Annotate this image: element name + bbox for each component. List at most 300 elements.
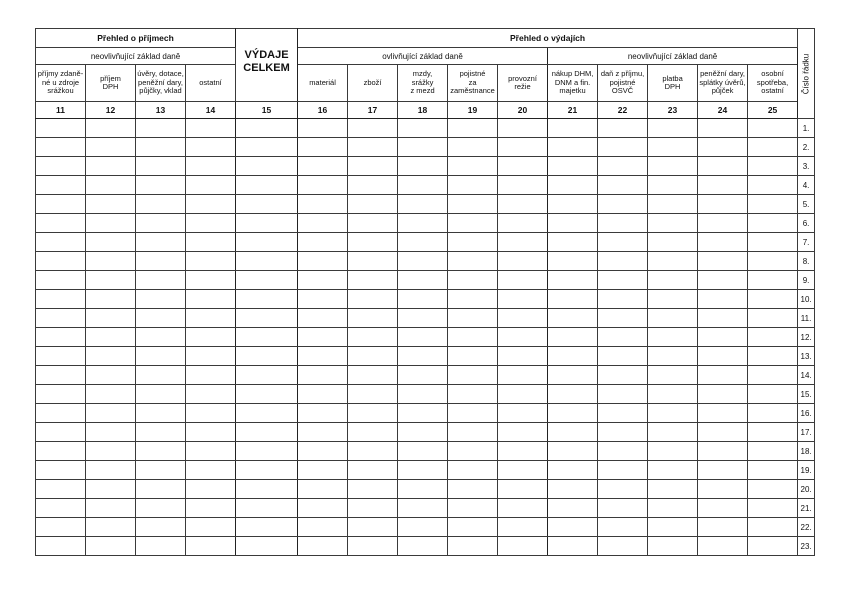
table-cell[interactable] <box>548 138 598 157</box>
table-cell[interactable] <box>86 157 136 176</box>
table-cell[interactable] <box>298 309 348 328</box>
table-cell[interactable] <box>236 499 298 518</box>
table-cell[interactable] <box>398 385 448 404</box>
table-cell[interactable] <box>548 461 598 480</box>
table-cell[interactable] <box>498 290 548 309</box>
table-cell[interactable] <box>86 290 136 309</box>
table-cell[interactable] <box>136 290 186 309</box>
table-cell[interactable] <box>136 252 186 271</box>
table-cell[interactable] <box>348 195 398 214</box>
table-cell[interactable] <box>698 366 748 385</box>
table-cell[interactable] <box>298 518 348 537</box>
table-cell[interactable] <box>236 195 298 214</box>
table-cell[interactable] <box>448 290 498 309</box>
table-cell[interactable] <box>298 423 348 442</box>
table-cell[interactable] <box>598 328 648 347</box>
table-cell[interactable] <box>548 271 598 290</box>
table-cell[interactable] <box>748 404 798 423</box>
table-cell[interactable] <box>748 461 798 480</box>
table-cell[interactable] <box>548 404 598 423</box>
table-cell[interactable] <box>136 176 186 195</box>
table-cell[interactable] <box>186 252 236 271</box>
table-cell[interactable] <box>498 537 548 556</box>
table-cell[interactable] <box>186 461 236 480</box>
table-cell[interactable] <box>598 461 648 480</box>
table-cell[interactable] <box>498 119 548 138</box>
table-cell[interactable] <box>348 366 398 385</box>
table-cell[interactable] <box>448 138 498 157</box>
table-cell[interactable] <box>498 423 548 442</box>
table-cell[interactable] <box>348 518 398 537</box>
table-cell[interactable] <box>348 442 398 461</box>
table-cell[interactable] <box>698 252 748 271</box>
table-cell[interactable] <box>298 271 348 290</box>
table-cell[interactable] <box>548 252 598 271</box>
table-cell[interactable] <box>748 499 798 518</box>
table-cell[interactable] <box>86 404 136 423</box>
table-cell[interactable] <box>36 157 86 176</box>
table-cell[interactable] <box>36 385 86 404</box>
table-cell[interactable] <box>136 309 186 328</box>
table-cell[interactable] <box>698 442 748 461</box>
table-cell[interactable] <box>136 138 186 157</box>
table-cell[interactable] <box>548 366 598 385</box>
table-cell[interactable] <box>186 309 236 328</box>
table-cell[interactable] <box>86 499 136 518</box>
table-cell[interactable] <box>86 138 136 157</box>
table-cell[interactable] <box>348 271 398 290</box>
table-cell[interactable] <box>186 499 236 518</box>
table-cell[interactable] <box>36 442 86 461</box>
table-cell[interactable] <box>36 461 86 480</box>
table-cell[interactable] <box>698 385 748 404</box>
table-cell[interactable] <box>348 252 398 271</box>
table-cell[interactable] <box>598 195 648 214</box>
table-cell[interactable] <box>136 347 186 366</box>
table-cell[interactable] <box>648 347 698 366</box>
table-cell[interactable] <box>236 328 298 347</box>
table-cell[interactable] <box>186 423 236 442</box>
table-cell[interactable] <box>498 385 548 404</box>
table-cell[interactable] <box>236 233 298 252</box>
table-cell[interactable] <box>398 480 448 499</box>
table-cell[interactable] <box>236 518 298 537</box>
table-cell[interactable] <box>698 309 748 328</box>
table-cell[interactable] <box>548 328 598 347</box>
table-cell[interactable] <box>298 404 348 423</box>
table-cell[interactable] <box>236 404 298 423</box>
table-cell[interactable] <box>136 385 186 404</box>
table-cell[interactable] <box>398 157 448 176</box>
table-cell[interactable] <box>298 119 348 138</box>
table-cell[interactable] <box>598 176 648 195</box>
table-cell[interactable] <box>598 214 648 233</box>
table-cell[interactable] <box>348 499 398 518</box>
table-cell[interactable] <box>36 233 86 252</box>
table-cell[interactable] <box>448 309 498 328</box>
table-cell[interactable] <box>186 119 236 138</box>
table-cell[interactable] <box>448 461 498 480</box>
table-cell[interactable] <box>398 328 448 347</box>
table-cell[interactable] <box>136 423 186 442</box>
table-cell[interactable] <box>648 328 698 347</box>
table-cell[interactable] <box>548 309 598 328</box>
table-cell[interactable] <box>598 518 648 537</box>
table-cell[interactable] <box>398 214 448 233</box>
table-cell[interactable] <box>36 271 86 290</box>
table-cell[interactable] <box>598 138 648 157</box>
table-cell[interactable] <box>598 271 648 290</box>
table-cell[interactable] <box>86 461 136 480</box>
table-cell[interactable] <box>136 366 186 385</box>
table-cell[interactable] <box>236 271 298 290</box>
table-cell[interactable] <box>298 252 348 271</box>
table-cell[interactable] <box>36 518 86 537</box>
table-cell[interactable] <box>598 423 648 442</box>
table-cell[interactable] <box>36 480 86 499</box>
table-cell[interactable] <box>598 366 648 385</box>
table-cell[interactable] <box>748 233 798 252</box>
table-cell[interactable] <box>748 442 798 461</box>
table-cell[interactable] <box>748 176 798 195</box>
table-cell[interactable] <box>448 157 498 176</box>
table-cell[interactable] <box>498 157 548 176</box>
table-cell[interactable] <box>186 480 236 499</box>
table-cell[interactable] <box>136 233 186 252</box>
table-cell[interactable] <box>498 404 548 423</box>
table-cell[interactable] <box>236 138 298 157</box>
table-cell[interactable] <box>348 119 398 138</box>
table-cell[interactable] <box>698 347 748 366</box>
table-cell[interactable] <box>548 423 598 442</box>
table-cell[interactable] <box>186 385 236 404</box>
table-cell[interactable] <box>86 271 136 290</box>
table-cell[interactable] <box>298 176 348 195</box>
table-cell[interactable] <box>36 195 86 214</box>
table-cell[interactable] <box>698 157 748 176</box>
table-cell[interactable] <box>648 138 698 157</box>
table-cell[interactable] <box>86 423 136 442</box>
table-cell[interactable] <box>136 328 186 347</box>
table-cell[interactable] <box>298 328 348 347</box>
table-cell[interactable] <box>136 157 186 176</box>
table-cell[interactable] <box>236 480 298 499</box>
table-cell[interactable] <box>598 347 648 366</box>
table-cell[interactable] <box>748 347 798 366</box>
table-cell[interactable] <box>298 461 348 480</box>
table-cell[interactable] <box>648 404 698 423</box>
table-cell[interactable] <box>698 195 748 214</box>
table-cell[interactable] <box>136 214 186 233</box>
table-cell[interactable] <box>36 423 86 442</box>
table-cell[interactable] <box>748 366 798 385</box>
table-cell[interactable] <box>186 233 236 252</box>
table-cell[interactable] <box>136 404 186 423</box>
table-cell[interactable] <box>598 537 648 556</box>
table-cell[interactable] <box>648 176 698 195</box>
table-cell[interactable] <box>236 290 298 309</box>
table-cell[interactable] <box>398 233 448 252</box>
table-cell[interactable] <box>648 537 698 556</box>
table-cell[interactable] <box>236 157 298 176</box>
table-cell[interactable] <box>648 499 698 518</box>
table-cell[interactable] <box>648 366 698 385</box>
table-cell[interactable] <box>448 442 498 461</box>
table-cell[interactable] <box>348 385 398 404</box>
table-cell[interactable] <box>236 423 298 442</box>
table-cell[interactable] <box>298 442 348 461</box>
table-cell[interactable] <box>748 328 798 347</box>
table-cell[interactable] <box>236 537 298 556</box>
table-cell[interactable] <box>136 442 186 461</box>
table-cell[interactable] <box>698 480 748 499</box>
table-cell[interactable] <box>348 309 398 328</box>
table-cell[interactable] <box>348 290 398 309</box>
table-cell[interactable] <box>86 233 136 252</box>
table-cell[interactable] <box>598 119 648 138</box>
table-cell[interactable] <box>748 157 798 176</box>
table-cell[interactable] <box>448 176 498 195</box>
table-cell[interactable] <box>698 233 748 252</box>
table-cell[interactable] <box>648 195 698 214</box>
table-cell[interactable] <box>36 176 86 195</box>
table-cell[interactable] <box>298 195 348 214</box>
table-cell[interactable] <box>698 290 748 309</box>
table-cell[interactable] <box>448 328 498 347</box>
table-cell[interactable] <box>348 233 398 252</box>
table-cell[interactable] <box>236 461 298 480</box>
table-cell[interactable] <box>136 119 186 138</box>
table-cell[interactable] <box>548 119 598 138</box>
table-cell[interactable] <box>448 119 498 138</box>
table-cell[interactable] <box>186 138 236 157</box>
table-cell[interactable] <box>236 176 298 195</box>
table-cell[interactable] <box>348 404 398 423</box>
table-cell[interactable] <box>86 214 136 233</box>
table-cell[interactable] <box>86 537 136 556</box>
table-cell[interactable] <box>398 309 448 328</box>
table-cell[interactable] <box>348 157 398 176</box>
table-cell[interactable] <box>448 366 498 385</box>
table-cell[interactable] <box>398 423 448 442</box>
table-cell[interactable] <box>698 176 748 195</box>
table-cell[interactable] <box>648 271 698 290</box>
table-cell[interactable] <box>748 252 798 271</box>
table-cell[interactable] <box>498 347 548 366</box>
table-cell[interactable] <box>648 214 698 233</box>
table-cell[interactable] <box>598 385 648 404</box>
table-cell[interactable] <box>298 157 348 176</box>
table-cell[interactable] <box>186 518 236 537</box>
table-cell[interactable] <box>86 480 136 499</box>
table-cell[interactable] <box>236 119 298 138</box>
table-cell[interactable] <box>298 366 348 385</box>
table-cell[interactable] <box>448 480 498 499</box>
table-cell[interactable] <box>36 309 86 328</box>
table-cell[interactable] <box>448 423 498 442</box>
table-cell[interactable] <box>86 328 136 347</box>
table-cell[interactable] <box>86 195 136 214</box>
table-cell[interactable] <box>498 252 548 271</box>
table-cell[interactable] <box>448 404 498 423</box>
table-cell[interactable] <box>398 138 448 157</box>
table-cell[interactable] <box>186 195 236 214</box>
table-cell[interactable] <box>448 252 498 271</box>
table-cell[interactable] <box>648 461 698 480</box>
table-cell[interactable] <box>748 290 798 309</box>
table-cell[interactable] <box>186 366 236 385</box>
table-cell[interactable] <box>236 214 298 233</box>
table-cell[interactable] <box>448 214 498 233</box>
table-cell[interactable] <box>36 214 86 233</box>
table-cell[interactable] <box>36 366 86 385</box>
table-cell[interactable] <box>498 328 548 347</box>
table-cell[interactable] <box>648 518 698 537</box>
table-cell[interactable] <box>498 442 548 461</box>
table-cell[interactable] <box>136 499 186 518</box>
table-cell[interactable] <box>748 385 798 404</box>
table-cell[interactable] <box>748 195 798 214</box>
table-cell[interactable] <box>648 157 698 176</box>
table-cell[interactable] <box>598 252 648 271</box>
table-cell[interactable] <box>36 138 86 157</box>
table-cell[interactable] <box>498 195 548 214</box>
table-cell[interactable] <box>236 366 298 385</box>
table-cell[interactable] <box>548 290 598 309</box>
table-cell[interactable] <box>236 347 298 366</box>
table-cell[interactable] <box>348 480 398 499</box>
table-cell[interactable] <box>398 442 448 461</box>
table-cell[interactable] <box>36 328 86 347</box>
table-cell[interactable] <box>698 461 748 480</box>
table-cell[interactable] <box>36 404 86 423</box>
table-cell[interactable] <box>86 518 136 537</box>
table-cell[interactable] <box>448 499 498 518</box>
table-cell[interactable] <box>548 499 598 518</box>
table-cell[interactable] <box>86 252 136 271</box>
table-cell[interactable] <box>398 195 448 214</box>
table-cell[interactable] <box>748 119 798 138</box>
table-cell[interactable] <box>498 518 548 537</box>
table-cell[interactable] <box>86 119 136 138</box>
table-cell[interactable] <box>648 442 698 461</box>
table-cell[interactable] <box>548 442 598 461</box>
table-cell[interactable] <box>298 290 348 309</box>
table-cell[interactable] <box>498 480 548 499</box>
table-cell[interactable] <box>598 480 648 499</box>
table-cell[interactable] <box>236 442 298 461</box>
table-cell[interactable] <box>548 385 598 404</box>
table-cell[interactable] <box>36 119 86 138</box>
table-cell[interactable] <box>698 138 748 157</box>
table-cell[interactable] <box>398 119 448 138</box>
table-cell[interactable] <box>36 347 86 366</box>
table-cell[interactable] <box>498 271 548 290</box>
table-cell[interactable] <box>348 176 398 195</box>
table-cell[interactable] <box>648 480 698 499</box>
table-cell[interactable] <box>398 461 448 480</box>
table-cell[interactable] <box>448 347 498 366</box>
table-cell[interactable] <box>698 214 748 233</box>
table-cell[interactable] <box>448 195 498 214</box>
table-cell[interactable] <box>398 252 448 271</box>
table-cell[interactable] <box>648 290 698 309</box>
table-cell[interactable] <box>548 195 598 214</box>
table-cell[interactable] <box>348 328 398 347</box>
table-cell[interactable] <box>648 423 698 442</box>
table-cell[interactable] <box>398 537 448 556</box>
table-cell[interactable] <box>548 176 598 195</box>
table-cell[interactable] <box>298 385 348 404</box>
table-cell[interactable] <box>236 309 298 328</box>
table-cell[interactable] <box>598 309 648 328</box>
table-cell[interactable] <box>698 404 748 423</box>
table-cell[interactable] <box>298 347 348 366</box>
table-cell[interactable] <box>548 214 598 233</box>
table-cell[interactable] <box>548 347 598 366</box>
table-cell[interactable] <box>136 195 186 214</box>
table-cell[interactable] <box>348 537 398 556</box>
table-cell[interactable] <box>498 309 548 328</box>
table-cell[interactable] <box>598 442 648 461</box>
table-cell[interactable] <box>298 537 348 556</box>
table-cell[interactable] <box>36 290 86 309</box>
table-cell[interactable] <box>548 157 598 176</box>
table-cell[interactable] <box>748 537 798 556</box>
table-cell[interactable] <box>86 176 136 195</box>
table-cell[interactable] <box>186 290 236 309</box>
table-cell[interactable] <box>598 404 648 423</box>
table-cell[interactable] <box>348 214 398 233</box>
table-cell[interactable] <box>348 461 398 480</box>
table-cell[interactable] <box>136 461 186 480</box>
table-cell[interactable] <box>186 328 236 347</box>
table-cell[interactable] <box>548 537 598 556</box>
table-cell[interactable] <box>698 423 748 442</box>
table-cell[interactable] <box>86 366 136 385</box>
table-cell[interactable] <box>748 423 798 442</box>
table-cell[interactable] <box>186 442 236 461</box>
table-cell[interactable] <box>298 499 348 518</box>
table-cell[interactable] <box>36 499 86 518</box>
table-cell[interactable] <box>186 271 236 290</box>
table-cell[interactable] <box>648 252 698 271</box>
table-cell[interactable] <box>548 480 598 499</box>
table-cell[interactable] <box>748 138 798 157</box>
table-cell[interactable] <box>698 328 748 347</box>
table-cell[interactable] <box>348 423 398 442</box>
table-cell[interactable] <box>448 385 498 404</box>
table-cell[interactable] <box>698 499 748 518</box>
table-cell[interactable] <box>398 518 448 537</box>
table-cell[interactable] <box>136 480 186 499</box>
table-cell[interactable] <box>398 271 448 290</box>
table-cell[interactable] <box>348 347 398 366</box>
table-cell[interactable] <box>398 290 448 309</box>
table-cell[interactable] <box>298 138 348 157</box>
table-cell[interactable] <box>698 518 748 537</box>
table-cell[interactable] <box>398 499 448 518</box>
table-cell[interactable] <box>298 214 348 233</box>
table-cell[interactable] <box>448 537 498 556</box>
table-cell[interactable] <box>698 537 748 556</box>
table-cell[interactable] <box>236 385 298 404</box>
table-cell[interactable] <box>236 252 298 271</box>
table-cell[interactable] <box>36 537 86 556</box>
table-cell[interactable] <box>748 309 798 328</box>
table-cell[interactable] <box>598 499 648 518</box>
table-cell[interactable] <box>186 537 236 556</box>
